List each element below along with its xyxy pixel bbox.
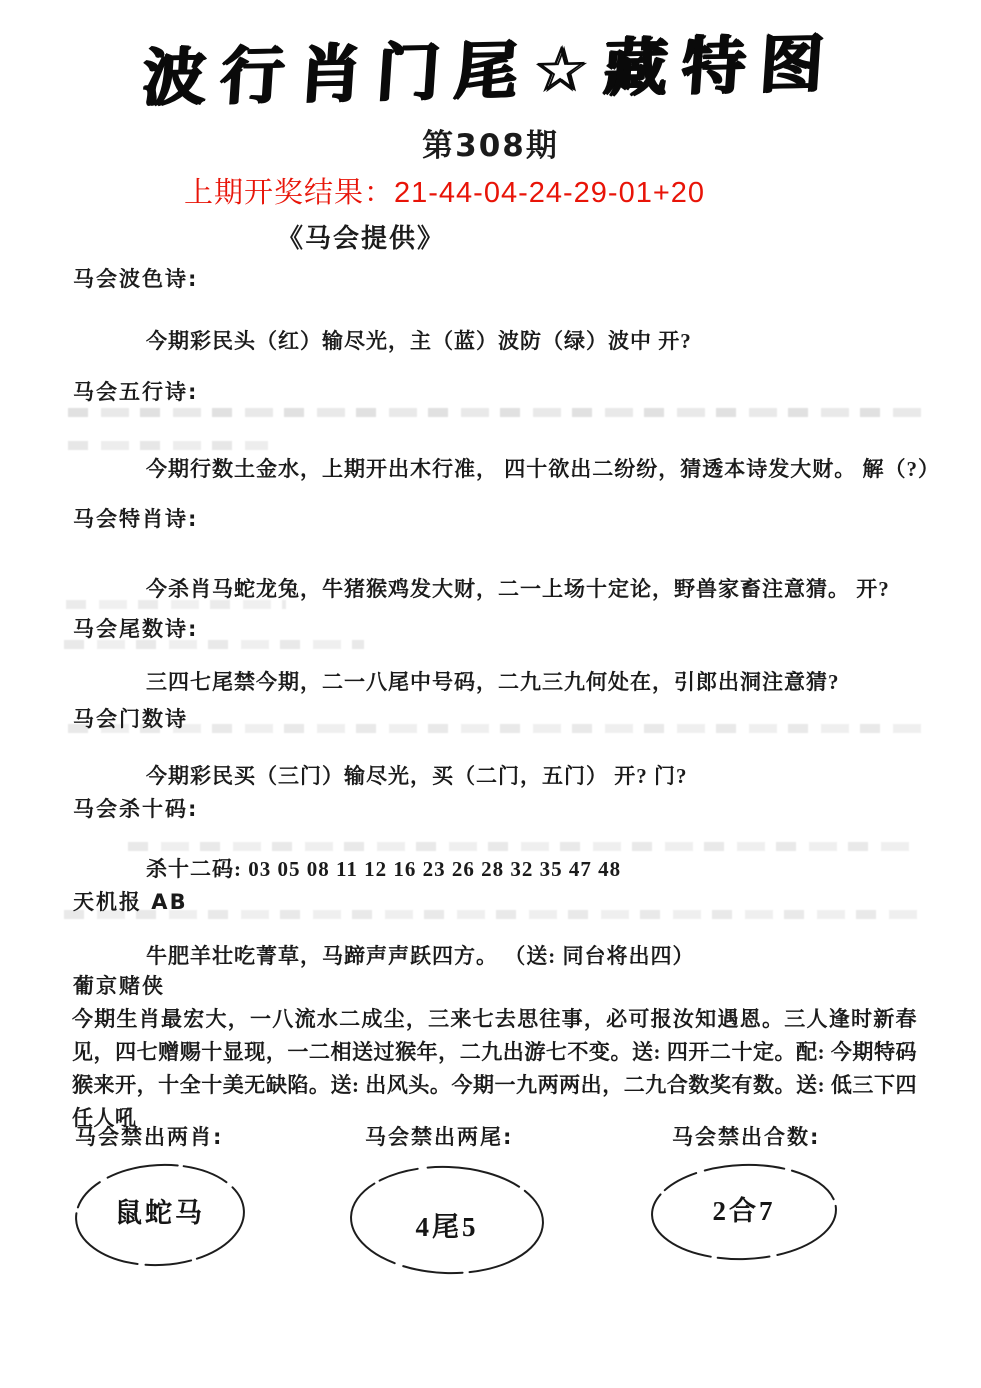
forbid-value-heshu: 2合7: [712, 1196, 776, 1226]
erased-text-artifact: [128, 842, 918, 851]
section-heading-wuxing: 马会五行诗:: [73, 380, 199, 404]
last-draw-result: [184, 170, 705, 211]
section-heading-menshu: 马会门数诗: [73, 707, 188, 731]
forbid-value-wei: 4尾5: [415, 1212, 479, 1242]
forbidden-value-circles: [0, 1158, 981, 1318]
erased-text-artifact: [68, 408, 923, 417]
section-heading-weishu: 马会尾数诗:: [73, 617, 199, 641]
issue-number: 第308期: [422, 128, 559, 164]
erased-text-artifact: [68, 724, 923, 733]
erased-text-artifact: [68, 441, 268, 450]
forbid-label-shengxiao: 马会禁出两肖:: [75, 1125, 224, 1149]
sheet-title: 波行肖门尾☆藏特图: [140, 26, 841, 115]
forbid-label-heshu: 马会禁出合数:: [672, 1125, 821, 1149]
section-heading-bose: 马会波色诗:: [73, 267, 199, 291]
section-body-texiao: 今杀肖马蛇龙兔，牛猪猴鸡发大财，二一上场十定论，野兽家畜注意猜。 开?: [146, 577, 890, 601]
erased-text-artifact: [64, 910, 922, 919]
section-body-tianji: 牛肥羊壮吃菁草，马蹄声声跃四方。 （送: 同台将出四）: [146, 944, 695, 968]
section-body-menshu: 今期彩民买（三门）输尽光，买（二门，五门） 开? 门?: [146, 764, 688, 788]
section-body-shama: 杀十二码: 03 05 08 11 12 16 23 26 28 32 35 47 48: [146, 857, 622, 881]
section-body-wuxing: 今期行数土金水，上期开出木行准， 四十欲出二纷纷，猜透本诗发大财。 解（?）: [146, 457, 940, 481]
section-heading-texiao: 马会特肖诗:: [73, 507, 199, 531]
section-heading-tianji: 天机报 AB: [73, 890, 188, 914]
section-body-weishu: 三四七尾禁今期，二一八尾中号码，二九三九何处在，引郎出洞注意猜?: [146, 670, 840, 694]
section-heading-shama: 马会杀十码:: [73, 797, 199, 821]
section-body-bose: 今期彩民头（红）输尽光，主（蓝）波防（绿）波中 开?: [146, 329, 692, 353]
section-heading-pujing: 葡京赌侠: [73, 974, 165, 998]
forbid-label-wei: 马会禁出两尾:: [365, 1125, 514, 1149]
provider-note: 《马会提供》: [277, 224, 446, 253]
last-result-numbers: 21-44-04-24-29-01+20: [394, 177, 706, 209]
forbid-value-shengxiao: 鼠蛇马: [115, 1198, 205, 1228]
last-result-label: 上期开奖结果：: [184, 177, 395, 209]
section-body-pujing: 今期生肖最宏大，一八流水二成尘，三来七去思往事，必可报汝知遇恩。三人逢时新春见，四七赠赐十显现，一二相送过猴年，二九出游七不变。送: 四开二十定。配: 今期特码猴来开，十全十美无缺陷。送: 出风头。今期一九两两出，二九合数奖有数。送: 低三下四任人吼: [72, 1007, 917, 1130]
